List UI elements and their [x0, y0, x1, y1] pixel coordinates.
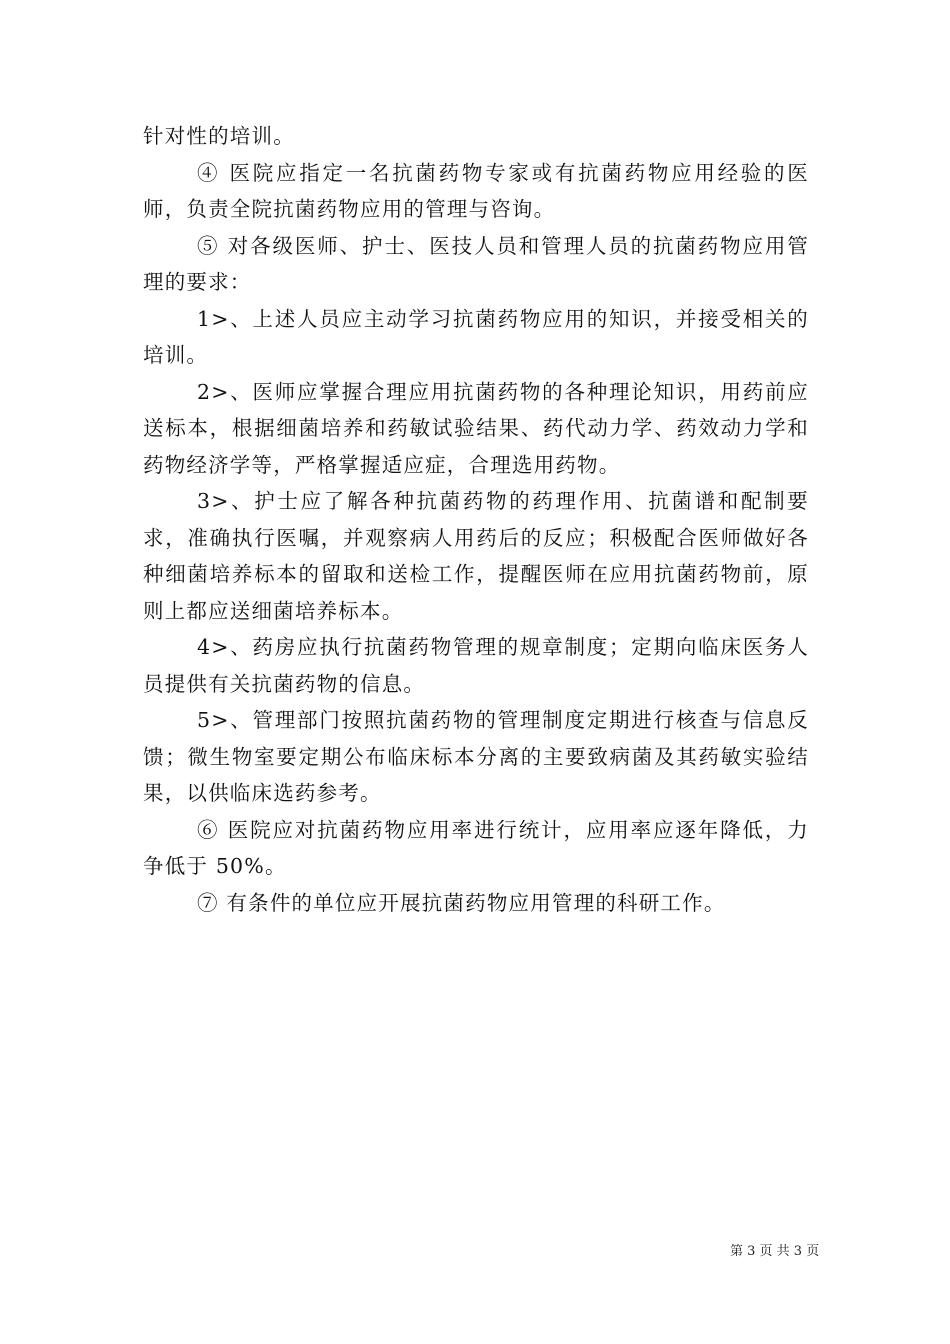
document-body — [143, 118, 809, 921]
paragraph-item-4: ④ 医院应指定一名抗菌药物专家或有抗菌药物应用经验的医师，负责全院抗菌药物应用的管理与咨询。 — [143, 160, 809, 221]
paragraph-sub-1: 1>、上述人员应主动学习抗菌药物应用的知识，并接受相关的培训。 — [143, 306, 809, 367]
paragraph-item-7: ⑦ 有条件的单位应开展抗菌药物应用管理的科研工作。 — [197, 890, 726, 915]
paragraph-sub-5: 5>、管理部门按照抗菌药物的管理制度定期进行核查与信息反馈；微生物室要定期公布临床标本分离的主要致病菌及其药敏实验结果，以供临床选药参考。 — [143, 708, 809, 805]
paragraph-sub-4: 4>、药房应执行抗菌药物管理的规章制度；定期向临床医务人员提供有关抗菌药物的信息。 — [143, 635, 809, 696]
paragraph-item-5: ⑤ 对各级医师、护士、医技人员和管理人员的抗菌药物应用管理的要求： — [143, 233, 809, 294]
paragraph-item-6: ⑥ 医院应对抗菌药物应用率进行统计，应用率应逐年降低，力争低于 50%。 — [143, 817, 809, 878]
paragraph-continuation: 针对性的培训。 — [143, 124, 295, 148]
paragraph-sub-2: 2>、医师应掌握合理应用抗菌药物的各种理论知识，用药前应送标本，根据细菌培养和药敏试验结果、药代动力学、药效动力学和药物经济学等，严格掌握适应症，合理选用药物。 — [143, 379, 809, 477]
paragraph-sub-3: 3>、护士应了解各种抗菌药物的药理作用、抗菌谱和配制要求，准确执行医嘱，并观察病人用药后的反应；积极配合医师做好各种细菌培养标本的留取和送检工作，提醒医师在应用抗菌药物前，原则上都应送细菌培养标本。 — [143, 489, 809, 623]
page-number-footer: 第 3 页 共 3 页 — [730, 1244, 820, 1259]
